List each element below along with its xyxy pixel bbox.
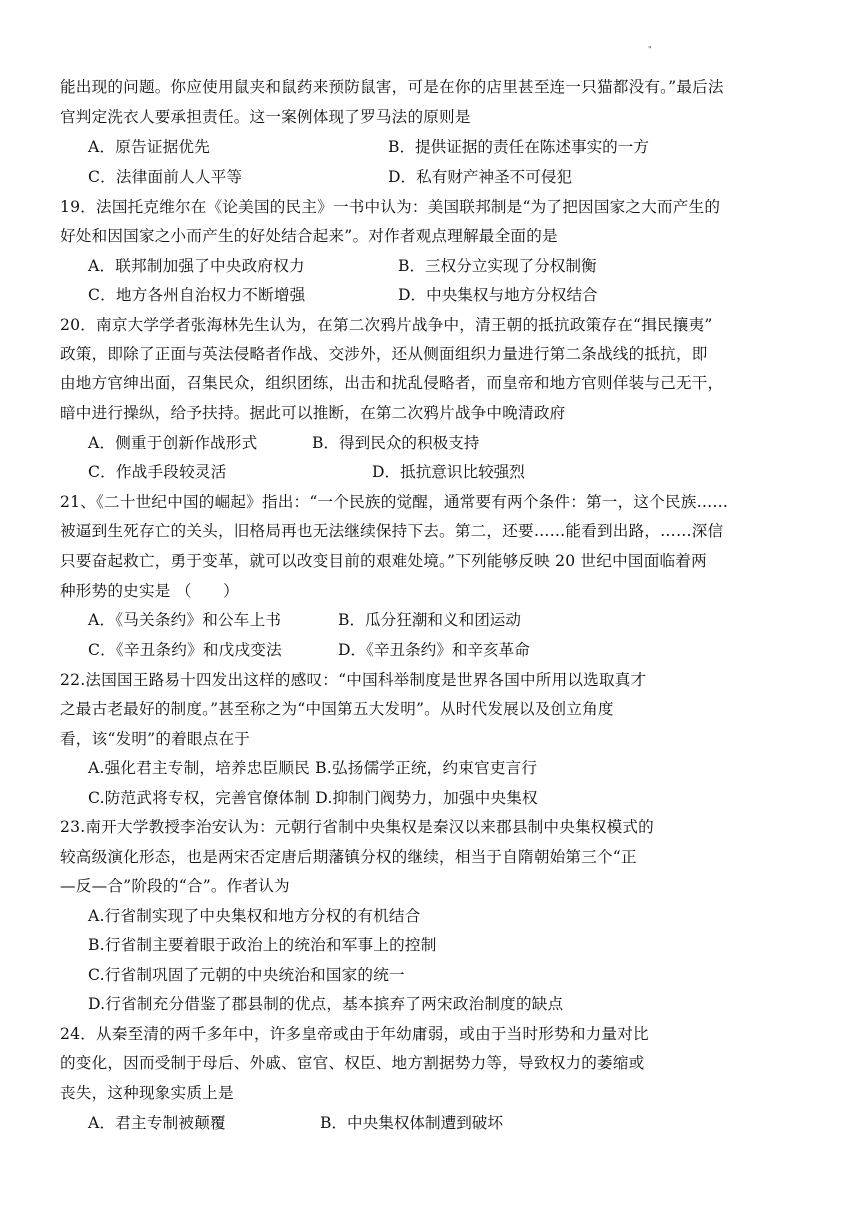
q22-text-line-1: 22.法国国王路易十四发出这样的感叹：“中国科举制度是世界各国中所用以选取真才 <box>60 671 647 689</box>
q19-option-a: A．联邦制加强了中央政府权力 <box>88 257 305 275</box>
q22-text-line-2: 之最古老最好的制度。”甚至称之为“中国第五大发明”。从时代发展以及创立角度 <box>60 700 614 718</box>
q18-option-b: B．提供证据的责任在陈述事实的一方 <box>388 138 649 156</box>
q23-text-line-1: 23.南开大学教授李治安认为：元朝行省制中央集权是秦汉以来郡县制中央集权模式的 <box>60 818 654 836</box>
q22-options-line-2: C.防范武将专权，完善官僚体制 D.抑制门阀势力，加强中央集权 <box>88 789 538 807</box>
q21-text-line-1: 21、《二十世纪中国的崛起》指出：“一个民族的觉醒，通常要有两个条件：第一，这个民族…… <box>60 493 729 511</box>
q24-text-line-1: 24．从秦至清的两千多年中，许多皇帝或由于年幼庸弱，或由于当时形势和力量对比 <box>60 1025 649 1043</box>
q19-text-line-1: 19．法国托克维尔在《论美国的民主》一书中认为：美国联邦制是“为了把因国家之大而产生的 <box>60 198 721 216</box>
q20-option-c: C．作战手段较灵活 <box>88 463 227 481</box>
q20-text-line-4: 暗中进行操纵，给予扶持。据此可以推断，在第二次鸦片战争中晚清政府 <box>60 404 566 422</box>
q20-text-line-1: 20．南京大学学者张海林先生认为，在第二次鸦片战争中，清王朝的抵抗政策存在“揖民攘夷” <box>60 316 713 334</box>
q24-text-line-2: 的变化，因而受制于母后、外戚、宦官、权臣、地方割据势力等，导致权力的萎缩或 <box>60 1054 645 1072</box>
q21-option-b: B．瓜分狂潮和义和团运动 <box>338 611 521 629</box>
q22-text-line-3: 看，该“发明”的着眼点在于 <box>60 730 251 748</box>
q20-text-line-3: 由地方官绅出面，召集民众，组织团练，出击和扰乱侵略者，而皇帝和地方官则佯装与己无干， <box>60 374 724 392</box>
q18-text-line-2: 官判定洗衣人要承担责任。这一案例体现了罗马法的原则是 <box>60 108 471 126</box>
q20-option-d: D．抵抗意识比较强烈 <box>372 463 525 481</box>
q18-text-line-1: 能出现的问题。你应使用鼠夹和鼠药来预防鼠害，可是在你的店里甚至连一只猫都没有。”最后法 <box>60 78 724 96</box>
q23-text-line-2: 较高级演化形态，也是两宋否定唐后期藩镇分权的继续，相当于自隋朝始第三个“正 <box>60 848 637 866</box>
q18-option-c: C．法律面前人人平等 <box>88 168 243 186</box>
top-mark: " <box>648 45 652 54</box>
q21-option-a: A．《马关条约》和公车上书 <box>88 611 282 629</box>
q23-text-line-3: —反—合”阶段的“合”。作者认为 <box>60 877 290 895</box>
q23-option-b: B.行省制主要着眼于政治上的统治和军事上的控制 <box>88 936 437 954</box>
q19-option-b: B．三权分立实现了分权制衡 <box>398 257 597 275</box>
q19-option-d: D．中央集权与地方分权结合 <box>398 286 598 304</box>
q19-option-c: C．地方各州自治权力不断增强 <box>88 286 306 304</box>
q19-text-line-2: 好处和因国家之小而产生的好处结合起来”。对作者观点理解最全面的是 <box>60 227 558 245</box>
q21-option-d: D．《辛丑条约》和辛亥革命 <box>338 641 530 659</box>
q23-option-a: A.行省制实现了中央集权和地方分权的有机结合 <box>88 907 421 925</box>
q18-option-d: D．私有财产神圣不可侵犯 <box>388 168 573 186</box>
q18-option-a: A．原告证据优先 <box>88 138 211 156</box>
q20-option-b: B．得到民众的积极支持 <box>312 434 480 452</box>
q21-option-c: C．《辛丑条约》和戊戌变法 <box>88 641 282 659</box>
q20-option-a: A．侧重于创新作战形式 <box>88 434 258 452</box>
q24-option-a: A．君主专制被颠覆 <box>88 1114 226 1132</box>
q24-option-b: B．中央集权体制遭到破坏 <box>320 1114 503 1132</box>
q21-text-line-3: 只要奋起救亡，勇于变革，就可以改变目前的艰难处境。”下列能够反映 20 世纪中国面临着两 <box>60 552 707 570</box>
q23-option-c: C.行省制巩固了元朝的中央统治和国家的统一 <box>88 966 405 984</box>
q21-text-line-2: 被逼到生死存亡的关头，旧格局再也无法继续保持下去。第二，还要……能看到出路，……深信 <box>60 522 724 540</box>
q21-text-line-4: 种形势的史实是 （ ） <box>60 582 239 600</box>
q23-option-d: D.行省制充分借鉴了郡县制的优点，基本摈弃了两宋政治制度的缺点 <box>88 995 564 1013</box>
q22-options-line-1: A.强化君主专制，培养忠臣顺民 B.弘扬儒学正统，约束官吏言行 <box>88 759 538 777</box>
q20-text-line-2: 政策，即除了正面与英法侵略者作战、交涉外，还从侧面组织力量进行第二条战线的抵抗，即 <box>60 345 708 363</box>
q24-text-line-3: 丧失，这种现象实质上是 <box>60 1084 234 1102</box>
